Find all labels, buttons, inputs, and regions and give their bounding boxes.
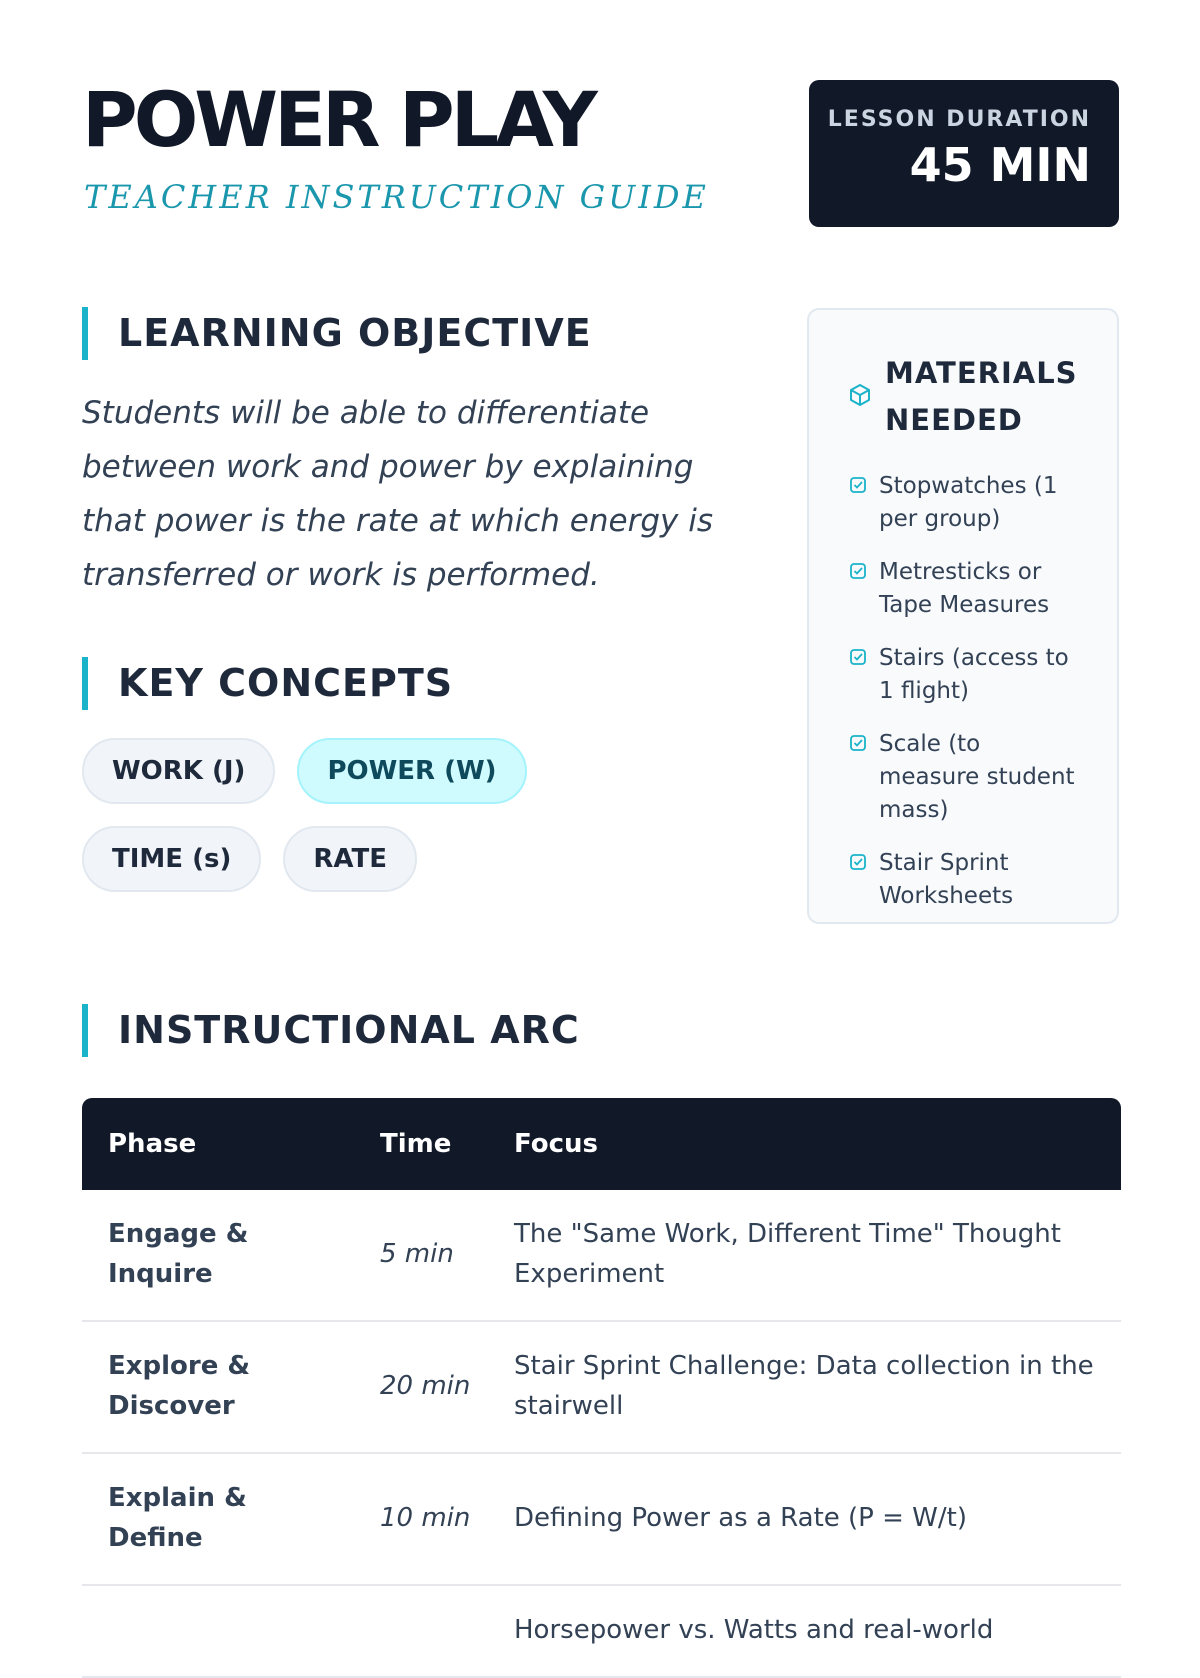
lesson-duration-box xyxy=(809,80,1119,227)
focus-cell: Horsepower vs. Watts and real-world xyxy=(488,1585,1121,1677)
list-item xyxy=(849,642,1087,708)
page-subtitle: TEACHER INSTRUCTION GUIDE xyxy=(84,178,709,216)
table-row xyxy=(82,1453,1121,1585)
materials-header xyxy=(849,350,1087,444)
checkbox-icon xyxy=(849,556,867,585)
phase-cell: Explore & Discover xyxy=(82,1321,354,1453)
checkbox-icon xyxy=(849,728,867,757)
column-header-focus: Focus xyxy=(514,1129,598,1159)
column-header-time: Time xyxy=(380,1129,452,1159)
phase-cell: Explain & Define xyxy=(82,1453,354,1585)
page-title: POWER PLAY xyxy=(82,75,594,164)
concept-pill-power: POWER (W) xyxy=(297,738,526,804)
list-item xyxy=(849,847,1087,913)
time-cell xyxy=(354,1585,488,1677)
cube-icon xyxy=(849,383,871,412)
list-item xyxy=(849,556,1087,622)
instructional-arc-table xyxy=(82,1098,1121,1678)
header xyxy=(82,75,1119,230)
checkbox-icon xyxy=(849,847,867,876)
phase-cell xyxy=(82,1585,354,1677)
material-label: Scale (to measure student mass) xyxy=(879,731,1075,823)
key-concepts-list xyxy=(82,738,722,892)
concept-pill-work: WORK (J) xyxy=(82,738,275,804)
learning-objective-text: Students will be able to differentiate between work and power by explaining that power is the rate at which energy is transferred or work is performed. xyxy=(82,395,713,593)
materials-card xyxy=(807,308,1119,924)
focus-cell: The "Same Work, Different Time" Thought Experiment xyxy=(488,1190,1121,1321)
time-cell: 20 min xyxy=(354,1321,488,1453)
phase-cell: Engage & Inquire xyxy=(82,1190,354,1321)
table-row xyxy=(82,1190,1121,1321)
materials-title: MATERIALS NEEDED xyxy=(885,356,1078,437)
list-item xyxy=(849,728,1087,827)
time-cell: 10 min xyxy=(354,1453,488,1585)
table-row xyxy=(82,1585,1121,1677)
key-concepts-heading: KEY CONCEPTS xyxy=(82,657,453,710)
focus-cell: Stair Sprint Challenge: Data collection in the stairwell xyxy=(488,1321,1121,1453)
checkbox-icon xyxy=(849,470,867,499)
concept-pill-time: TIME (s) xyxy=(82,826,261,892)
material-label: Stairs (access to 1 flight) xyxy=(879,645,1069,704)
table-header-row xyxy=(82,1098,1121,1190)
column-header-phase: Phase xyxy=(108,1129,197,1159)
material-label: Stair Sprint Worksheets xyxy=(879,850,1014,909)
list-item xyxy=(849,470,1087,536)
material-label: Stopwatches (1 per group) xyxy=(879,473,1058,532)
focus-cell: Defining Power as a Rate (P = W/t) xyxy=(488,1453,1121,1585)
materials-list xyxy=(849,470,1087,913)
duration-value: 45 MIN xyxy=(909,138,1091,192)
material-label: Metresticks or Tape Measures xyxy=(879,559,1050,618)
time-cell: 5 min xyxy=(354,1190,488,1321)
learning-objective-heading: LEARNING OBJECTIVE xyxy=(82,307,592,360)
table-row xyxy=(82,1321,1121,1453)
instructional-arc-heading: INSTRUCTIONAL ARC xyxy=(82,1004,580,1057)
checkbox-icon xyxy=(849,642,867,671)
duration-label: LESSON DURATION xyxy=(827,107,1091,132)
concept-pill-rate: RATE xyxy=(283,826,417,892)
